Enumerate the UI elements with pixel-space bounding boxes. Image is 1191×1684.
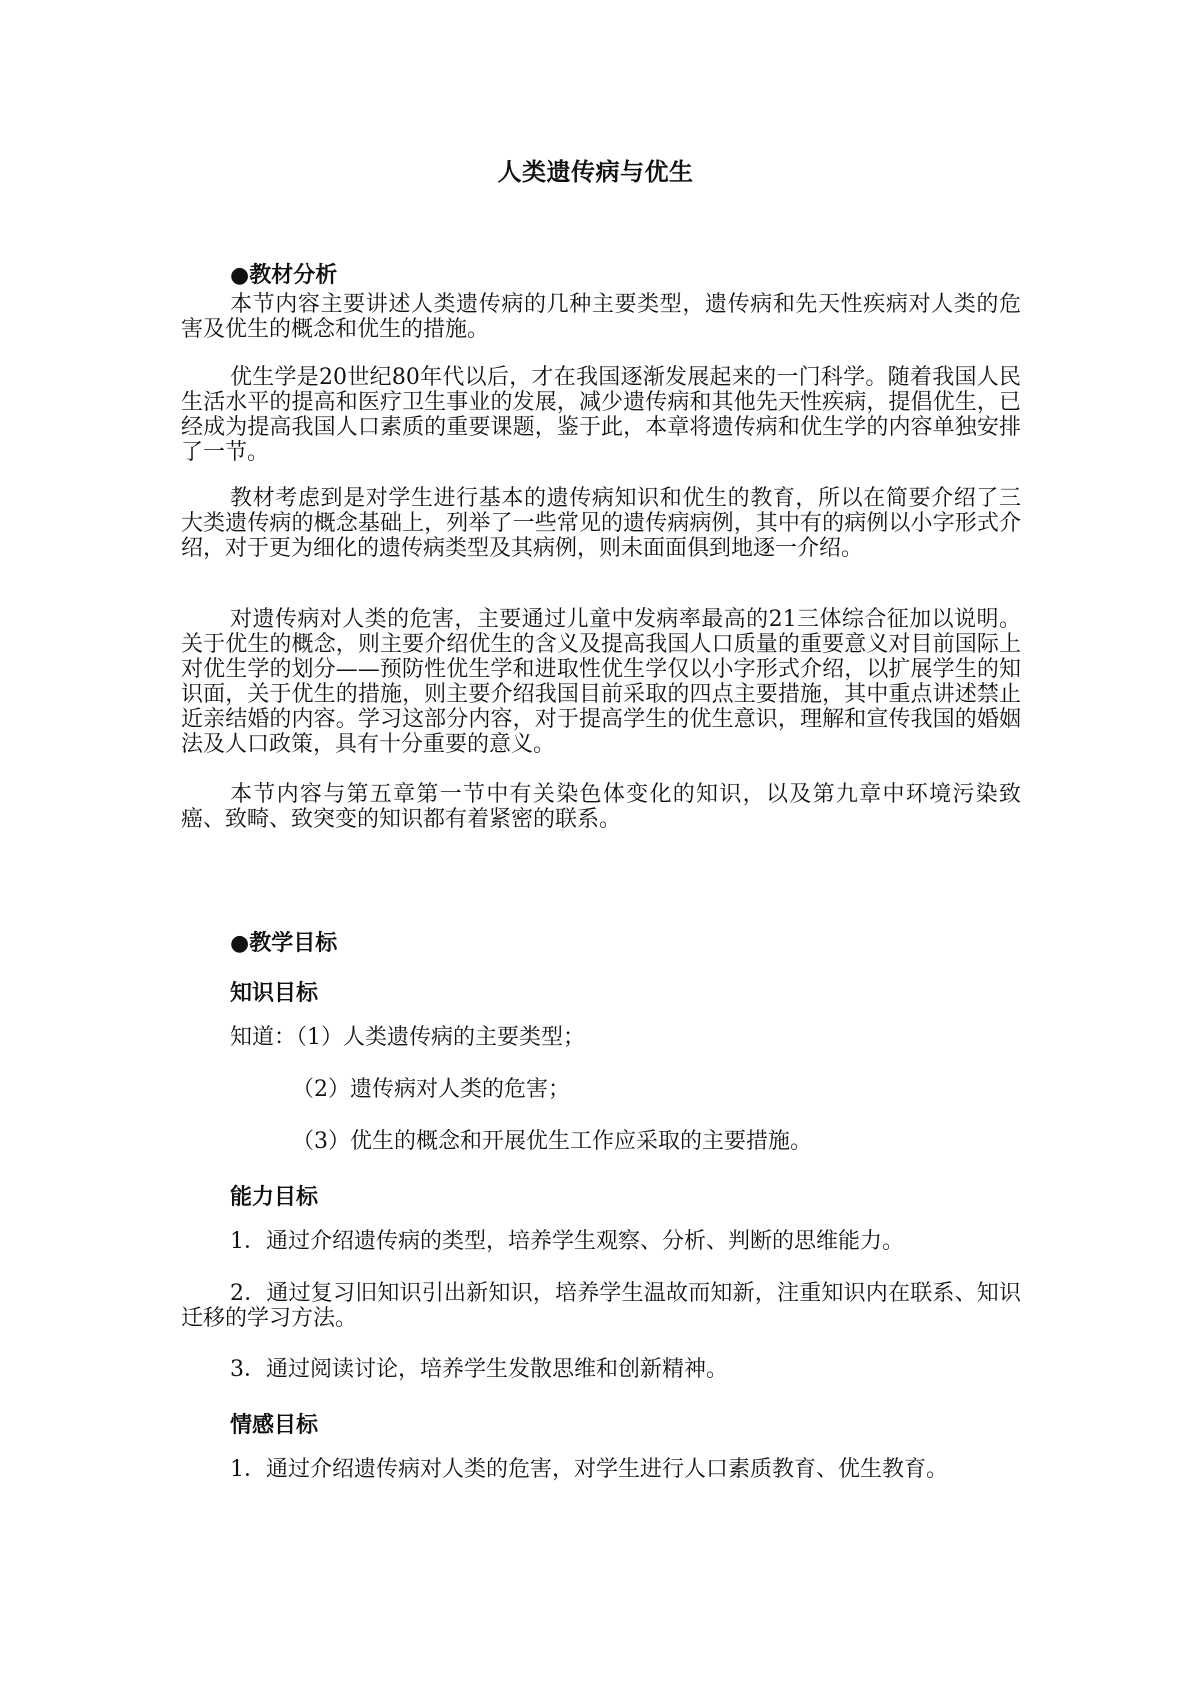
ability-item-2: 2．通过复习旧知识引出新知识，培养学生温故而知新，注重知识内在联系、知识迁移的学习方法。: [181, 1281, 1021, 1331]
paragraph-2: 优生学是20世纪80年代以后，才在我国逐渐发展起来的一门科学。随着我国人民生活水平的提高和医疗卫生事业的发展，减少遗传病和其他先天性疾病，提倡优生，已经成为提高我国人口素质的重要课题，鉴于此，本章将遗传病和优生学的内容单独安排了一节。: [181, 365, 1021, 465]
knowledge-item-3: （3）优生的概念和开展优生工作应采取的主要措施。: [292, 1129, 812, 1154]
paragraph-5: 本节内容与第五章第一节中有关染色体变化的知识，以及第九章中环境污染致癌、致畸、致突变的知识都有着紧密的联系。: [181, 782, 1021, 832]
paragraph-4: 对遗传病对人类的危害，主要通过儿童中发病率最高的21三体综合征加以说明。关于优生的概念，则主要介绍优生的含义及提高我国人口质量的重要意义对目前国际上对优生学的划分——预防性优生学和进取性优生学仅以小字形式介绍，以扩展学生的知识面，关于优生的措施，则主要介绍我国目前采取的四点主要措施，其中重点讲述禁止近亲结婚的内容。学习这部分内容，对于提高学生的优生意识，理解和宣传我国的婚姻法及人口政策，具有十分重要的意义。: [181, 607, 1021, 757]
subheading-ability-goals: 能力目标: [230, 1185, 319, 1210]
subheading-emotion-goals: 情感目标: [230, 1413, 319, 1438]
subheading-knowledge-goals: 知识目标: [230, 981, 319, 1006]
knowledge-item-1: 知道：（1）人类遗传病的主要类型；: [230, 1025, 585, 1050]
knowledge-item-2: （2）遗传病对人类的危害；: [292, 1077, 570, 1102]
ability-item-3: 3．通过阅读讨论，培养学生发散思维和创新精神。: [230, 1357, 728, 1382]
paragraph-3: 教材考虑到是对学生进行基本的遗传病知识和优生的教育，所以在简要介绍了三大类遗传病的概念基础上，列举了一些常见的遗传病病例，其中有的病例以小字形式介绍，对于更为细化的遗传病类型及其病例，则未面面俱到地逐一介绍。: [181, 486, 1021, 561]
ability-item-1: 1．通过介绍遗传病的类型，培养学生观察、分析、判断的思维能力。: [230, 1229, 904, 1254]
section-heading-material-analysis: ●教材分析: [230, 263, 338, 288]
emotion-item-1: 1．通过介绍遗传病对人类的危害，对学生进行人口素质教育、优生教育。: [230, 1457, 948, 1482]
section-heading-teaching-goals: ●教学目标: [230, 931, 338, 956]
paragraph-1: 本节内容主要讲述人类遗传病的几种主要类型，遗传病和先天性疾病对人类的危害及优生的概念和优生的措施。: [181, 292, 1021, 342]
document-title: 人类遗传病与优生: [497, 157, 694, 186]
